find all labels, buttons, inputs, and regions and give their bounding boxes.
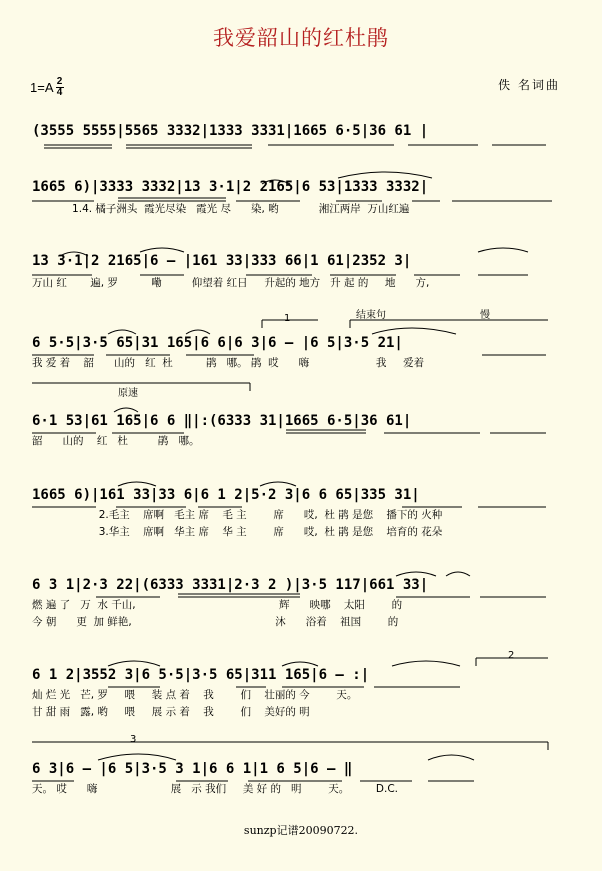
- original-speed-label: 原速: [118, 388, 138, 399]
- notation-row-7: 6 3 1|2·3 22|(6333 3331|2·3 2 )|3·5 117|661 33|: [32, 577, 429, 593]
- transcriber-signature: sunzp记谱20090722.: [243, 824, 359, 837]
- meter-top: 2: [56, 76, 63, 87]
- lyrics-row-5-line-1: 韶 山的 红 杜 鹃 哪。: [32, 435, 200, 447]
- meter-bottom: 4: [56, 87, 63, 98]
- lyrics-row-8-line-2: 甘 甜 雨 露, 哟 喂 展 示 着 我 们 美好的 明: [32, 706, 310, 718]
- lyrics-row-3-line-1: 万山 红 遍, 罗 嘞 仰望着 红日 升起的 地方 升 起 的 地 方,: [32, 277, 430, 289]
- song-title: 我爱韶山的红杜鹃: [213, 26, 389, 50]
- lyrics-row-6-line-1: 2.毛主 席啊 毛主 席 毛 主 席 哎, 杜 鹃 是您 播下的 火种: [32, 509, 443, 521]
- lyrics-row-8-line-1: 灿 烂 光 芒, 罗 喂 装 点 着 我 们 壮丽的 今 天。: [32, 689, 358, 701]
- notation-row-8: 6 1 2|3552 3|6 5·5|3·5 65|311 165|6 – :|: [32, 667, 370, 683]
- notation-row-1: (3555 5555|5565 3332|1333 3331|1665 6·5|36 61 |: [32, 123, 429, 139]
- notation-row-2: 1665 6)|3333 3332|13 3·1|2 2165|6 53|1333 3332|: [32, 179, 429, 195]
- volta-2-number: 2: [508, 650, 515, 661]
- lyrics-row-2-line-1: 1.4. 橘子洲头 霞光尽染 霞光 尽 染, 哟 湘江两岸 万山红遍: [32, 203, 410, 215]
- lyrics-row-6-line-2: 3.华主 席啊 华主 席 华 主 席 哎, 杜 鹃 是您 培育的 花朵: [32, 526, 443, 538]
- notation-row-6: 1665 6)|161 33|33 6|6 1 2|5·2 3|6 6 65|335 31|: [32, 487, 420, 503]
- notation-row-4: 6 5·5|3·5 65|31 165|6 6|6 3|6 – |6 5|3·5 21|: [32, 335, 403, 351]
- key-prefix: 1=A: [30, 80, 54, 95]
- lyrics-row-9-line-1: 天。 哎 嗨 展 示 我们 美 好 的 明 天。 D.C.: [32, 783, 399, 795]
- notation-row-3: 13 3·1|2 2165|6 – |161 33|333 66|1 61|2352 3|: [32, 253, 412, 269]
- lyrics-row-7-line-1: 燃 遍 了 万 水 千山, 辉 映哪 太阳 的: [32, 599, 403, 611]
- time-signature: [56, 77, 64, 98]
- volta-1-number: 1: [284, 313, 291, 324]
- lyrics-row-4-line-1: 我 爱 着 韶 山的 红 杜 鹃 哪。 鹃 哎 嗨 我 爱着: [32, 357, 425, 369]
- notation-row-5: 6·1 53|61 165|6 6 ‖|:(6333 31|1665 6·5|36 61|: [32, 413, 412, 429]
- slow-label: 慢: [480, 310, 490, 321]
- lyrics-row-7-line-2: 今 朝 更 加 鲜艳, 沐 浴着 祖国 的: [32, 616, 399, 628]
- volta-3-number: 3: [130, 734, 137, 745]
- ending-label: 结束句: [356, 310, 386, 321]
- composer-credit: 佚 名词曲: [498, 78, 560, 92]
- notation-row-9: 6 3|6 – |6 5|3·5 3 1|6 6 1|1 6 5|6 – ‖: [32, 761, 353, 777]
- key-signature: [30, 77, 64, 98]
